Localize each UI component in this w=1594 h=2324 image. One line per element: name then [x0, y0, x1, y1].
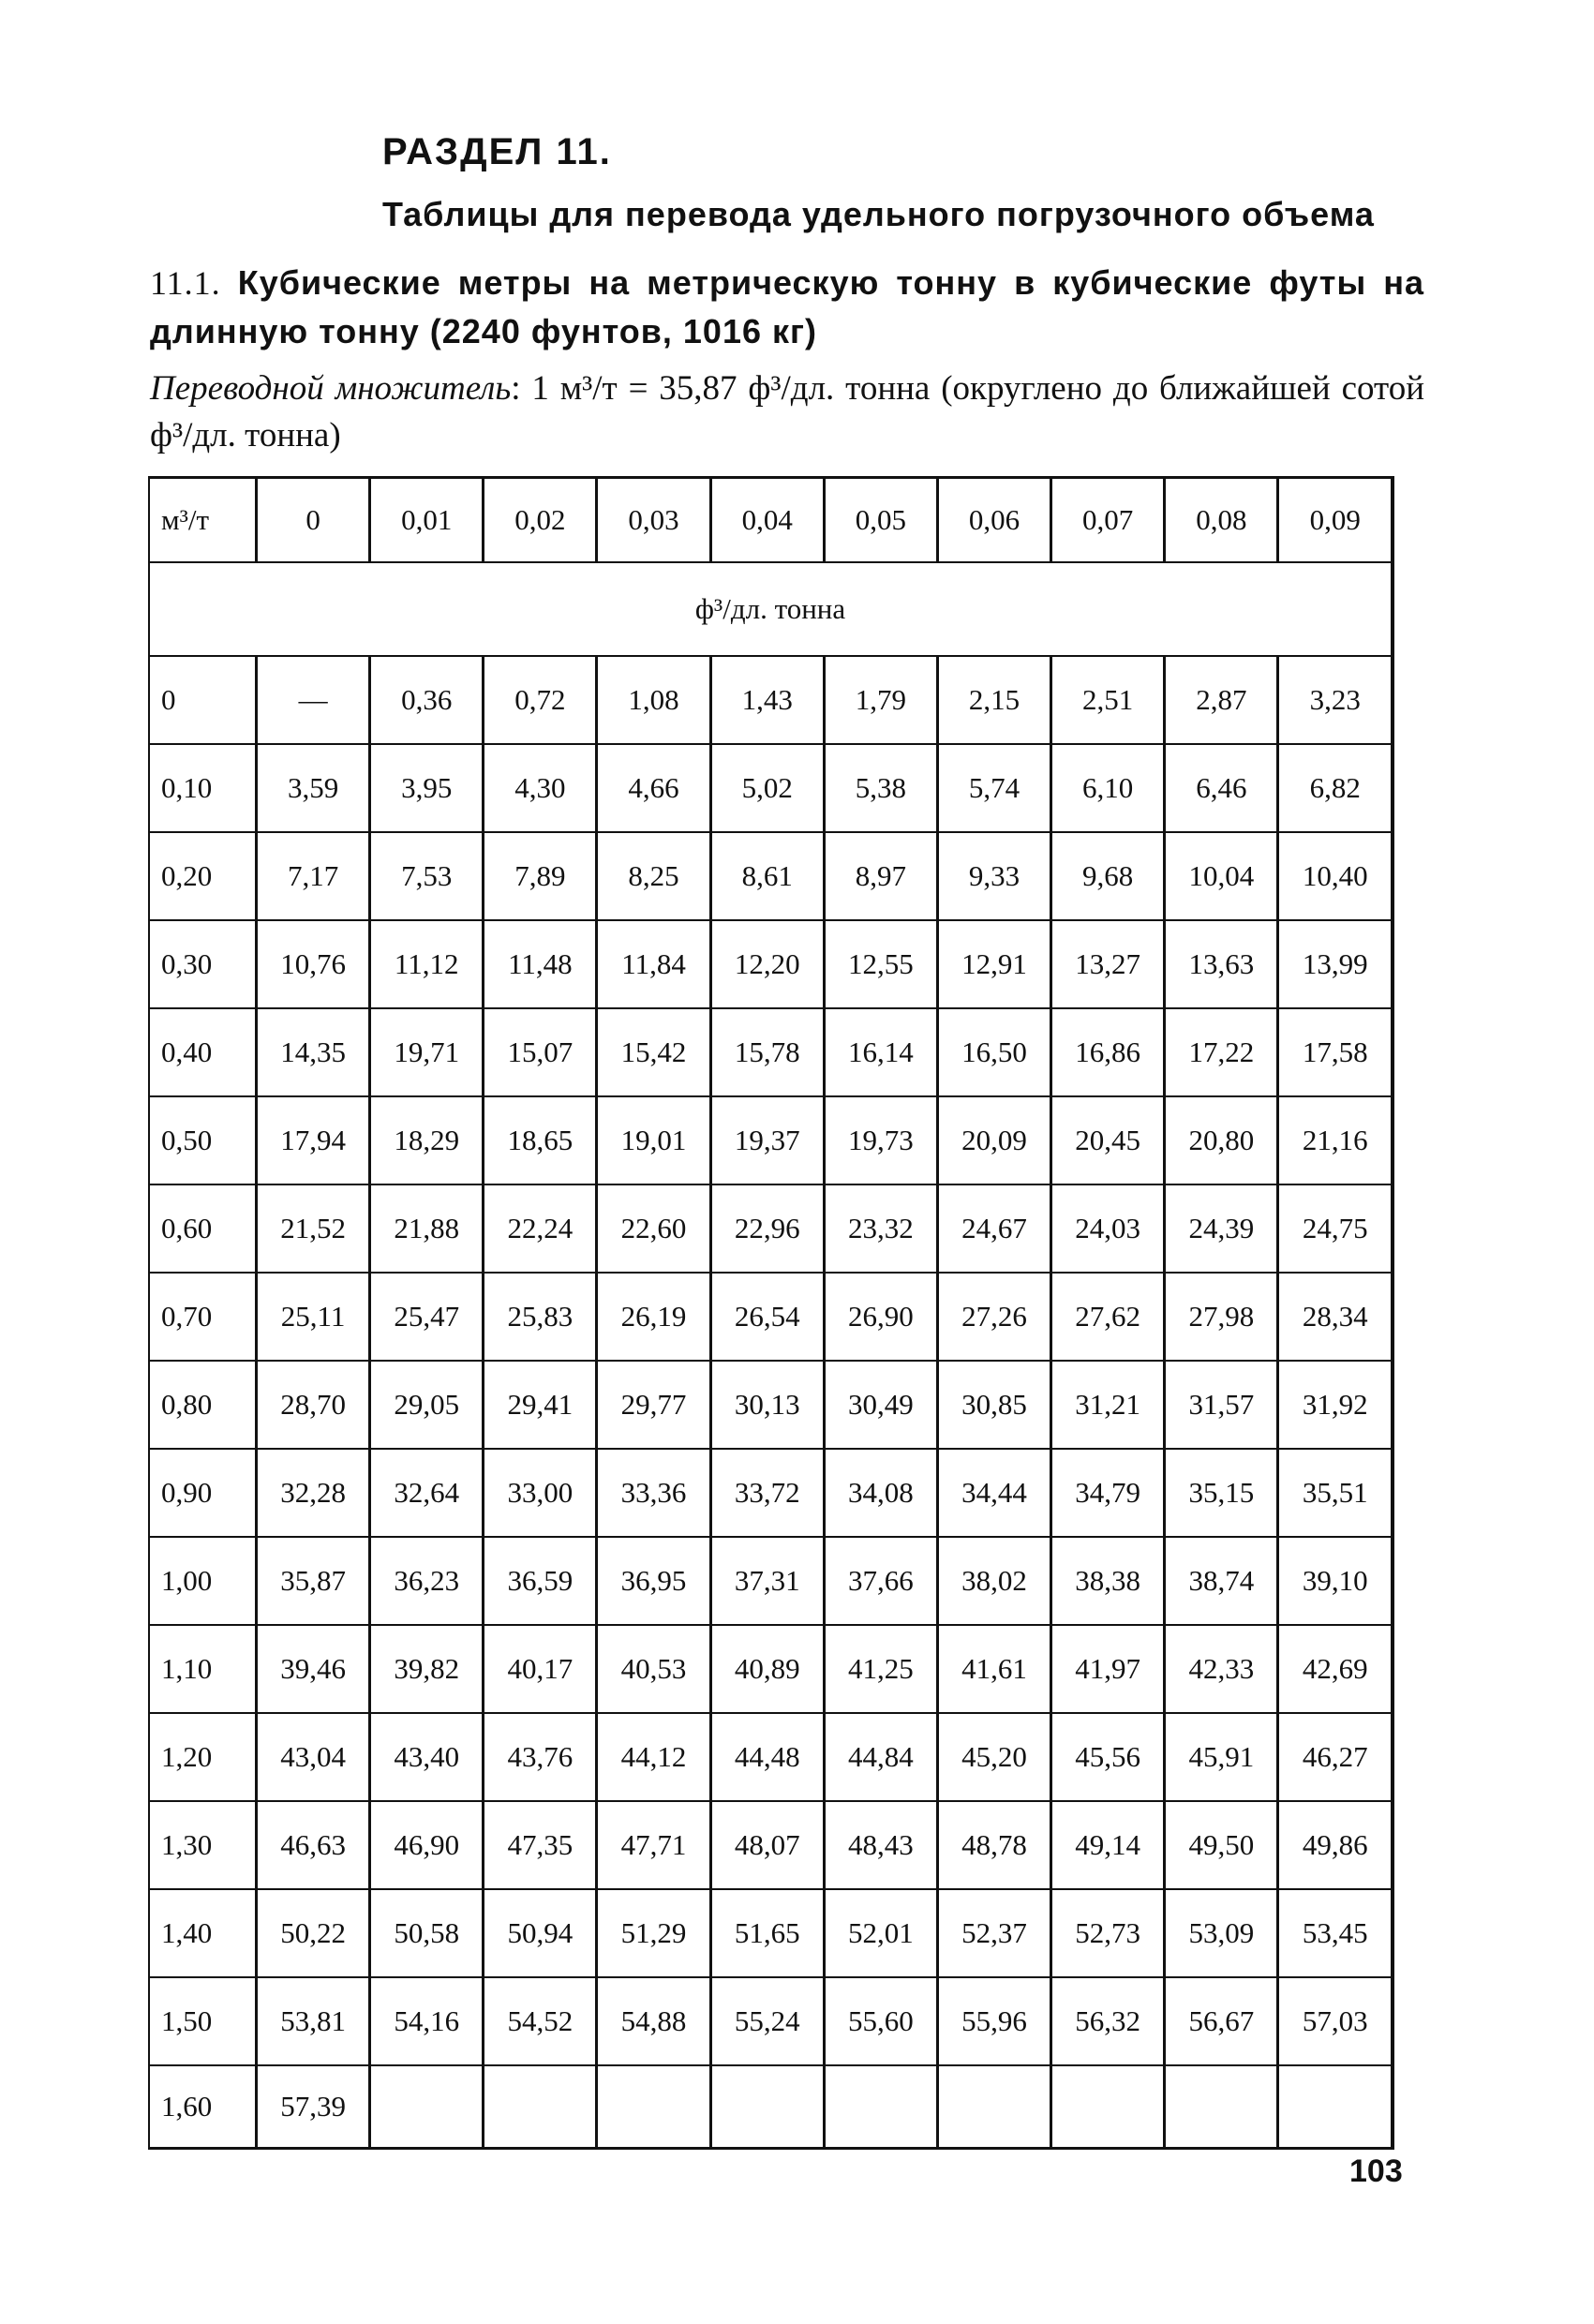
table-cell: 41,61: [937, 1625, 1050, 1713]
table-header-row: [149, 478, 1393, 563]
table-cell: 5,02: [710, 744, 824, 832]
table-cell: 17,22: [1165, 1008, 1278, 1096]
table-cell: [824, 2065, 937, 2149]
table-cell: 13,27: [1051, 920, 1165, 1008]
table-row: [149, 1273, 1393, 1361]
table-cell: 7,17: [257, 832, 370, 920]
table-row: [149, 656, 1393, 744]
table-cell: 21,16: [1278, 1096, 1393, 1184]
table-cell: 39,46: [257, 1625, 370, 1713]
table-cell: 44,12: [597, 1713, 710, 1801]
table-cell: 46,27: [1278, 1713, 1393, 1801]
row-label: 1,30: [149, 1801, 257, 1889]
section-title: РАЗДЕЛ 11.: [382, 131, 612, 172]
table-cell: 16,50: [937, 1008, 1050, 1096]
table-cell: 25,11: [257, 1273, 370, 1361]
table-cell: 38,38: [1051, 1537, 1165, 1625]
table-cell: 19,71: [370, 1008, 484, 1096]
table-cell: 47,35: [484, 1801, 597, 1889]
table-cell: 50,22: [257, 1889, 370, 1977]
table-cell: 4,30: [484, 744, 597, 832]
table-cell: 30,85: [937, 1361, 1050, 1449]
table-cell: 51,29: [597, 1889, 710, 1977]
table-cell: 14,35: [257, 1008, 370, 1096]
table-cell: 33,72: [710, 1449, 824, 1537]
unit-row: [149, 562, 1393, 656]
table-cell: 11,48: [484, 920, 597, 1008]
table-cell: 0,72: [484, 656, 597, 744]
table-cell: 56,32: [1051, 1977, 1165, 2065]
table-cell: 13,99: [1278, 920, 1393, 1008]
table-cell: 36,23: [370, 1537, 484, 1625]
heading-text: Кубические метры на метрическую тонну в кубические футы на длинную тонну (2240 фунтов, 1016 кг): [150, 263, 1424, 350]
table-cell: 2,15: [937, 656, 1050, 744]
table-row: [149, 1096, 1393, 1184]
table-cell: 8,61: [710, 832, 824, 920]
table-cell: 21,88: [370, 1184, 484, 1273]
row-label: 0,40: [149, 1008, 257, 1096]
table-cell: [1278, 2065, 1393, 2149]
table-cell: 52,37: [937, 1889, 1050, 1977]
table-cell: 19,01: [597, 1096, 710, 1184]
table-cell: 32,28: [257, 1449, 370, 1537]
table-cell: 42,33: [1165, 1625, 1278, 1713]
table-cell: 10,76: [257, 920, 370, 1008]
table-cell: 7,53: [370, 832, 484, 920]
row-label: 0,50: [149, 1096, 257, 1184]
table-cell: 20,80: [1165, 1096, 1278, 1184]
table-cell: 12,55: [824, 920, 937, 1008]
row-label: 1,50: [149, 1977, 257, 2065]
column-header: 0,01: [370, 478, 484, 563]
table-cell: —: [257, 656, 370, 744]
table-cell: 49,14: [1051, 1801, 1165, 1889]
unit-label: ф³/дл. тонна: [149, 562, 1393, 656]
row-label: 1,00: [149, 1537, 257, 1625]
table-cell: 24,67: [937, 1184, 1050, 1273]
column-header: 0,03: [597, 478, 710, 563]
table-cell: 50,58: [370, 1889, 484, 1977]
table-cell: 56,67: [1165, 1977, 1278, 2065]
table-row: [149, 1361, 1393, 1449]
table-cell: 45,20: [937, 1713, 1050, 1801]
table-cell: 48,43: [824, 1801, 937, 1889]
table-cell: 24,75: [1278, 1184, 1393, 1273]
table-cell: 29,05: [370, 1361, 484, 1449]
table-cell: 11,12: [370, 920, 484, 1008]
table-cell: 43,04: [257, 1713, 370, 1801]
table-cell: 22,24: [484, 1184, 597, 1273]
table-cell: 47,71: [597, 1801, 710, 1889]
table-row: [149, 1449, 1393, 1537]
column-header: 0,05: [824, 478, 937, 563]
table-cell: 31,21: [1051, 1361, 1165, 1449]
table-cell: 26,54: [710, 1273, 824, 1361]
table-row: [149, 920, 1393, 1008]
row-label: 0,20: [149, 832, 257, 920]
table-cell: 27,26: [937, 1273, 1050, 1361]
table-cell: 19,37: [710, 1096, 824, 1184]
table-row: [149, 1889, 1393, 1977]
table-cell: 3,23: [1278, 656, 1393, 744]
table-cell: 17,94: [257, 1096, 370, 1184]
heading-number: 11.1.: [150, 264, 221, 302]
table-cell: 3,95: [370, 744, 484, 832]
column-header: 0,07: [1051, 478, 1165, 563]
table-cell: 40,89: [710, 1625, 824, 1713]
table-cell: 57,39: [257, 2065, 370, 2149]
table-cell: 25,83: [484, 1273, 597, 1361]
table-cell: 17,58: [1278, 1008, 1393, 1096]
table-cell: 27,62: [1051, 1273, 1165, 1361]
table-cell: 55,60: [824, 1977, 937, 2065]
table-row: [149, 1537, 1393, 1625]
table-cell: 30,49: [824, 1361, 937, 1449]
row-label: 0,30: [149, 920, 257, 1008]
table-cell: 36,95: [597, 1537, 710, 1625]
table-cell: [1165, 2065, 1278, 2149]
table-cell: 28,70: [257, 1361, 370, 1449]
table-cell: 48,78: [937, 1801, 1050, 1889]
table-cell: 23,32: [824, 1184, 937, 1273]
row-label: 0: [149, 656, 257, 744]
table-cell: [1051, 2065, 1165, 2149]
table-cell: [710, 2065, 824, 2149]
table-cell: 49,86: [1278, 1801, 1393, 1889]
table-row: [149, 1184, 1393, 1273]
table-row: [149, 1977, 1393, 2065]
table-cell: 34,79: [1051, 1449, 1165, 1537]
table-cell: [597, 2065, 710, 2149]
row-label: 0,70: [149, 1273, 257, 1361]
table-cell: 11,84: [597, 920, 710, 1008]
table-cell: 38,02: [937, 1537, 1050, 1625]
table-cell: 26,19: [597, 1273, 710, 1361]
table-cell: 18,65: [484, 1096, 597, 1184]
column-header: 0: [257, 478, 370, 563]
table-cell: 54,16: [370, 1977, 484, 2065]
table-cell: 46,90: [370, 1801, 484, 1889]
table-cell: 43,76: [484, 1713, 597, 1801]
table-cell: 35,87: [257, 1537, 370, 1625]
table-cell: 39,10: [1278, 1537, 1393, 1625]
row-label: 1,20: [149, 1713, 257, 1801]
table-cell: 15,42: [597, 1008, 710, 1096]
page-subtitle: Таблицы для перевода удельного погрузочного объема: [382, 195, 1375, 233]
table-cell: 53,45: [1278, 1889, 1393, 1977]
table-cell: 18,29: [370, 1096, 484, 1184]
table-row: [149, 832, 1393, 920]
table-cell: 7,89: [484, 832, 597, 920]
table-cell: 25,47: [370, 1273, 484, 1361]
note-text: : 1 м³/т = 35,87 ф³/дл. тонна (округлено до ближайшей сотой ф³/дл. тонна): [150, 369, 1424, 454]
table-cell: 45,56: [1051, 1713, 1165, 1801]
table-cell: 43,40: [370, 1713, 484, 1801]
table-cell: 6,46: [1165, 744, 1278, 832]
table-cell: 24,03: [1051, 1184, 1165, 1273]
table-cell: 33,00: [484, 1449, 597, 1537]
table-cell: 29,41: [484, 1361, 597, 1449]
table-cell: 1,79: [824, 656, 937, 744]
table-cell: 48,07: [710, 1801, 824, 1889]
table-cell: 2,51: [1051, 656, 1165, 744]
table-cell: 49,50: [1165, 1801, 1278, 1889]
table-cell: 13,63: [1165, 920, 1278, 1008]
table-cell: 9,68: [1051, 832, 1165, 920]
table-cell: 16,14: [824, 1008, 937, 1096]
note-label: Переводной множитель: [150, 369, 512, 408]
table-cell: 57,03: [1278, 1977, 1393, 2065]
table-cell: 52,73: [1051, 1889, 1165, 1977]
table-cell: 53,09: [1165, 1889, 1278, 1977]
table-cell: 35,15: [1165, 1449, 1278, 1537]
table-cell: 19,73: [824, 1096, 937, 1184]
table-cell: 8,97: [824, 832, 937, 920]
table-cell: 16,86: [1051, 1008, 1165, 1096]
table-cell: 10,04: [1165, 832, 1278, 920]
table-cell: 39,82: [370, 1625, 484, 1713]
column-header: 0,08: [1165, 478, 1278, 563]
row-label: 0,60: [149, 1184, 257, 1273]
table-cell: 28,34: [1278, 1273, 1393, 1361]
corner-header: м³/т: [149, 478, 257, 563]
table-cell: 37,31: [710, 1537, 824, 1625]
table-row: [149, 1625, 1393, 1713]
table-cell: 15,78: [710, 1008, 824, 1096]
table-cell: 37,66: [824, 1537, 937, 1625]
table-cell: 30,13: [710, 1361, 824, 1449]
table-cell: 9,33: [937, 832, 1050, 920]
table-row: [149, 1801, 1393, 1889]
table-row: [149, 2065, 1393, 2149]
table-cell: 4,66: [597, 744, 710, 832]
table-cell: 6,10: [1051, 744, 1165, 832]
table-cell: 44,48: [710, 1713, 824, 1801]
table-cell: 5,74: [937, 744, 1050, 832]
table-cell: 34,44: [937, 1449, 1050, 1537]
table-cell: 52,01: [824, 1889, 937, 1977]
column-header: 0,06: [937, 478, 1050, 563]
table-cell: 26,90: [824, 1273, 937, 1361]
table-cell: 46,63: [257, 1801, 370, 1889]
table-cell: 55,24: [710, 1977, 824, 2065]
table-row: [149, 744, 1393, 832]
table-cell: 38,74: [1165, 1537, 1278, 1625]
table-cell: 51,65: [710, 1889, 824, 1977]
conversion-table: [148, 476, 1394, 2150]
table-cell: 31,57: [1165, 1361, 1278, 1449]
table-row: [149, 1713, 1393, 1801]
table-cell: 44,84: [824, 1713, 937, 1801]
table-cell: [484, 2065, 597, 2149]
row-label: 1,10: [149, 1625, 257, 1713]
table-cell: 32,64: [370, 1449, 484, 1537]
table-cell: 24,39: [1165, 1184, 1278, 1273]
table-cell: 21,52: [257, 1184, 370, 1273]
table-cell: 0,36: [370, 656, 484, 744]
table-cell: 41,25: [824, 1625, 937, 1713]
table-cell: 20,45: [1051, 1096, 1165, 1184]
row-label: 0,10: [149, 744, 257, 832]
conversion-note: [150, 365, 1424, 459]
table-cell: 31,92: [1278, 1361, 1393, 1449]
table-cell: 53,81: [257, 1977, 370, 2065]
table-cell: 6,82: [1278, 744, 1393, 832]
table-cell: 29,77: [597, 1361, 710, 1449]
page-number: 103: [1349, 2153, 1403, 2189]
row-label: 1,40: [149, 1889, 257, 1977]
table-row: [149, 1008, 1393, 1096]
table-cell: 27,98: [1165, 1273, 1278, 1361]
table-cell: 1,08: [597, 656, 710, 744]
table-cell: [937, 2065, 1050, 2149]
table-cell: 33,36: [597, 1449, 710, 1537]
table-cell: 42,69: [1278, 1625, 1393, 1713]
table-cell: 15,07: [484, 1008, 597, 1096]
table-cell: 20,09: [937, 1096, 1050, 1184]
table-cell: 2,87: [1165, 656, 1278, 744]
table-cell: [370, 2065, 484, 2149]
column-header: 0,02: [484, 478, 597, 563]
row-label: 0,80: [149, 1361, 257, 1449]
row-label: 0,90: [149, 1449, 257, 1537]
table-cell: 22,96: [710, 1184, 824, 1273]
table-cell: 50,94: [484, 1889, 597, 1977]
table-cell: 41,97: [1051, 1625, 1165, 1713]
table-cell: 34,08: [824, 1449, 937, 1537]
table-cell: 36,59: [484, 1537, 597, 1625]
column-header: 0,09: [1278, 478, 1393, 563]
column-header: 0,04: [710, 478, 824, 563]
table-cell: 10,40: [1278, 832, 1393, 920]
table-cell: 40,17: [484, 1625, 597, 1713]
table-cell: 54,88: [597, 1977, 710, 2065]
table-cell: 12,91: [937, 920, 1050, 1008]
table-cell: 8,25: [597, 832, 710, 920]
table-cell: 12,20: [710, 920, 824, 1008]
table-cell: 1,43: [710, 656, 824, 744]
table-cell: 40,53: [597, 1625, 710, 1713]
table-cell: 54,52: [484, 1977, 597, 2065]
row-label: 1,60: [149, 2065, 257, 2149]
table-cell: 35,51: [1278, 1449, 1393, 1537]
table-cell: 5,38: [824, 744, 937, 832]
table-cell: 3,59: [257, 744, 370, 832]
table-heading: [150, 259, 1424, 356]
table-cell: 45,91: [1165, 1713, 1278, 1801]
table-cell: 22,60: [597, 1184, 710, 1273]
table-cell: 55,96: [937, 1977, 1050, 2065]
